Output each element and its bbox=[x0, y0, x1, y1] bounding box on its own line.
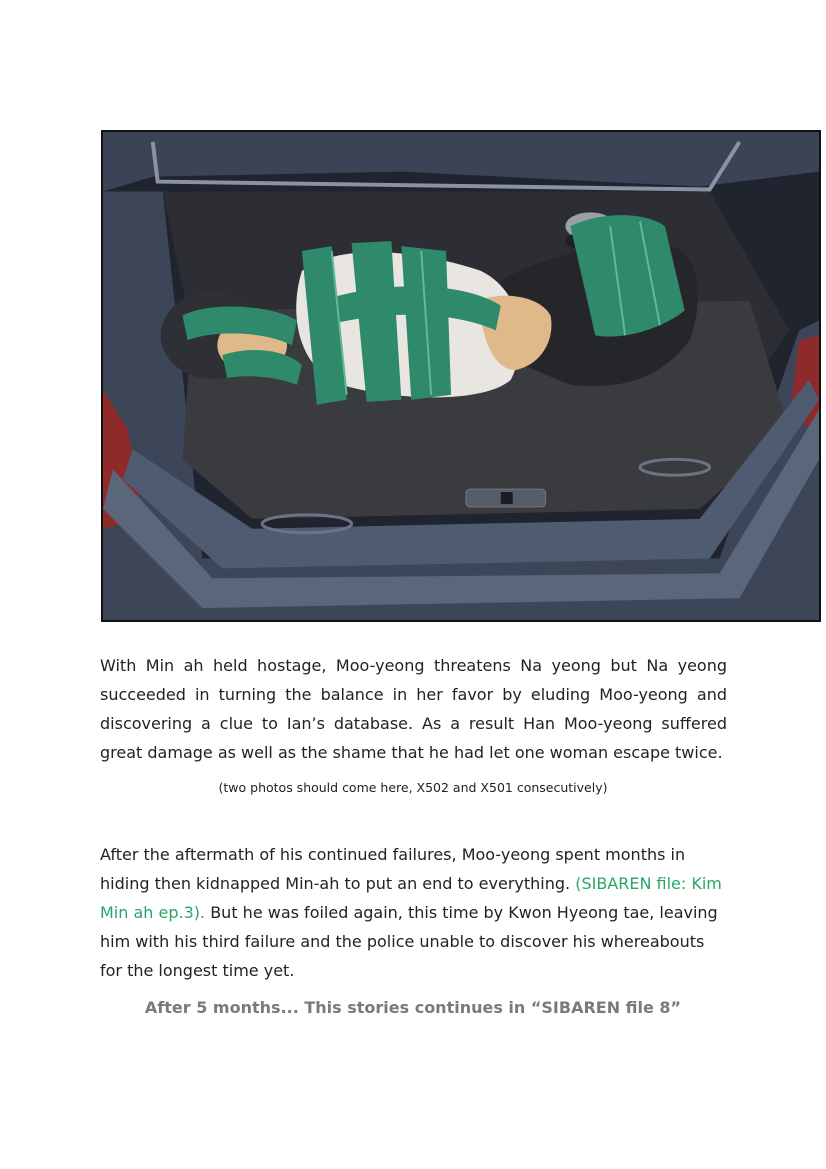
comic-illustration bbox=[101, 130, 821, 622]
paragraph-2-text-end: But he was foiled again, this time by Kwon Hyeong tae, leaving him with his third failure and the police unable to discover his whereabouts for the longest time yet. bbox=[100, 903, 718, 980]
latch-slot bbox=[501, 492, 513, 504]
photo-placeholder-note: (two photos should come here, X502 and X501 consecutively) bbox=[218, 780, 608, 795]
car-trunk-drawing bbox=[103, 132, 819, 620]
sibaren-file-reference: (SIBAREN file: Kim Min ah ep.3). bbox=[100, 874, 722, 922]
story-paragraph-2 bbox=[100, 840, 727, 985]
continuation-note: After 5 months... This stories continues in “SIBAREN file 8” bbox=[144, 998, 682, 1017]
paragraph-2-text-start: After the aftermath of his continued failures, Moo-yeong spent months in hiding then kidnapped Min-ah to put an end to everything. bbox=[100, 845, 686, 893]
story-paragraph-1: With Min ah held hostage, Moo-yeong threatens Na yeong but Na yeong succeeded in turning the balance in her favor by eluding Moo-yeong and discovering a clue to Ian’s database. As a result Han Moo-yeong suffered great damage as well as the shame that he had let one woman escape twice. bbox=[100, 656, 727, 762]
